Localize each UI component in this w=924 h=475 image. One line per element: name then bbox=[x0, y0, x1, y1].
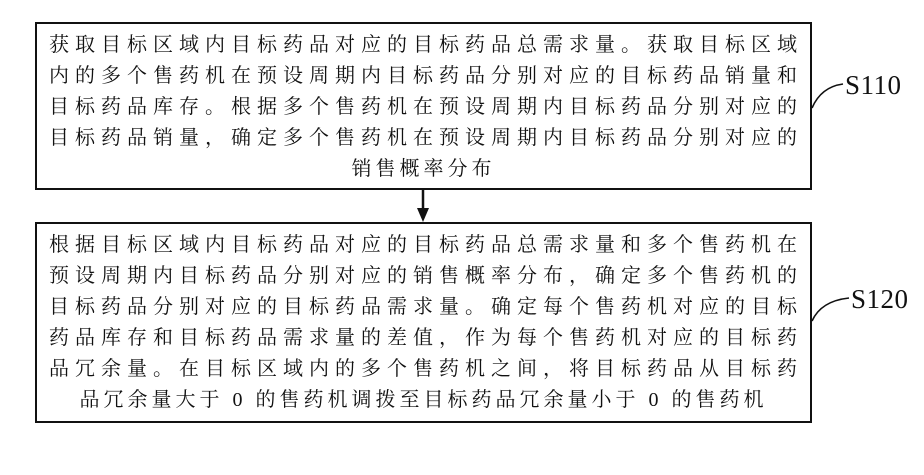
step-s120-text-line-2: 预设周期内目标药品分别对应的销售概率分布，确定多个售药机的 bbox=[49, 265, 798, 287]
flow-step-box-s120 bbox=[35, 222, 812, 423]
down-arrow-icon bbox=[415, 190, 431, 222]
step-s120-text-line-1: 根据目标区域内目标药品对应的目标药品总需求量和多个售药机在 bbox=[49, 234, 798, 256]
step-s110-text-line-4: 目标药品销量，确定多个售药机在预设周期内目标药品分别对应的 bbox=[49, 127, 798, 149]
flow-step-box-s110 bbox=[35, 22, 812, 190]
step-s120-text-line-3: 目标药品分别对应的目标药品需求量。确定每个售药机对应的目标 bbox=[49, 296, 798, 318]
step-s120-text-line-6: 品冗余量大于 0 的售药机调拨至目标药品冗余量小于 0 的售药机 bbox=[79, 389, 768, 411]
leader-line-s120 bbox=[812, 298, 849, 321]
step-s120-text-line-5: 品冗余量。在目标区域内的多个售药机之间，将目标药品从目标药 bbox=[49, 358, 798, 380]
step-s120-text-line-4: 药品库存和目标药品需求量的差值，作为每个售药机对应的目标药 bbox=[49, 327, 798, 349]
step-label-s120: S120 bbox=[851, 284, 909, 314]
step-s110-text-line-2: 内的多个售药机在预设周期内目标药品分别对应的目标药品销量和 bbox=[49, 65, 798, 87]
step-s110-text-line-3: 目标药品库存。根据多个售药机在预设周期内目标药品分别对应的 bbox=[49, 96, 798, 118]
step-s110-text-line-1: 获取目标区域内目标药品对应的目标药品总需求量。获取目标区域 bbox=[49, 34, 798, 56]
step-label-s110: S110 bbox=[845, 70, 902, 100]
leader-line-s110 bbox=[812, 84, 843, 108]
step-s110-text-line-5: 销售概率分布 bbox=[351, 158, 496, 180]
